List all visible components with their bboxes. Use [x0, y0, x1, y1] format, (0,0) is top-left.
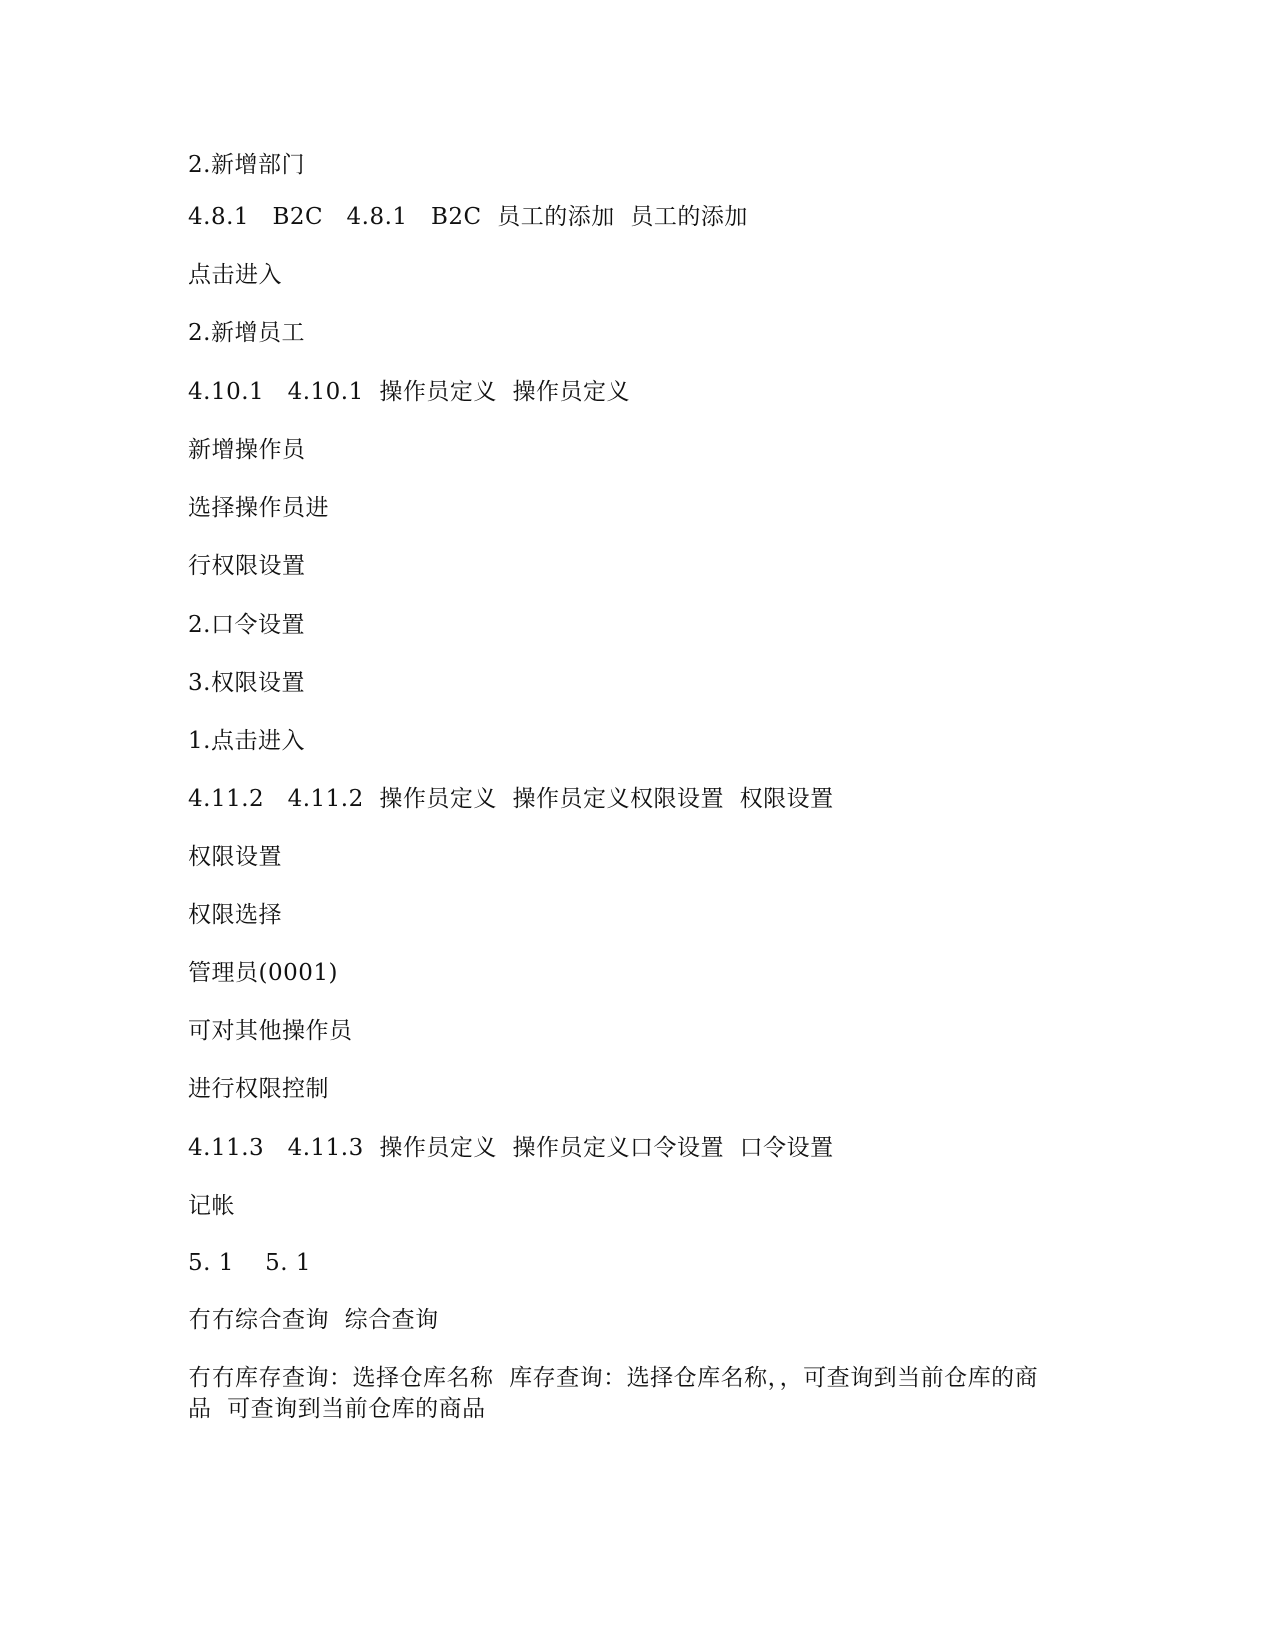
- section-heading: 4.11.3 4.11.3 操作员定义 操作员定义口令设置 口令设置: [188, 1135, 834, 1161]
- text-line: 可对其他操作员: [188, 1018, 353, 1044]
- text-line: 1.点击进入: [188, 728, 305, 754]
- text-line: 3.权限设置: [188, 670, 305, 696]
- text-line: 记帐: [188, 1193, 235, 1219]
- text-line: 2.新增员工: [188, 320, 305, 346]
- section-heading: 4.10.1 4.10.1 操作员定义 操作员定义: [188, 379, 630, 405]
- text-line: 冇冇综合查询 综合查询: [188, 1307, 439, 1333]
- text-line: 行权限设置: [188, 553, 306, 579]
- paragraph: 冇冇库存查询：选择仓库名称 库存查询：选择仓库名称，，可查询到当前仓库的商品 可查询到当前仓库的商品: [188, 1365, 1039, 1422]
- text-line: 管理员(0001): [188, 960, 338, 986]
- text-line: 点击进入: [188, 262, 282, 288]
- text-line: 2.口令设置: [188, 612, 305, 638]
- text-line: 权限设置: [188, 844, 282, 870]
- text-line: 进行权限控制: [188, 1076, 329, 1102]
- text-line: 选择操作员进: [188, 495, 329, 521]
- text-line: 新增操作员: [188, 437, 306, 463]
- section-heading: 4.8.1 B2C 4.8.1 B2C 员工的添加 员工的添加: [188, 204, 748, 230]
- text-line: 2.新增部门: [188, 152, 305, 178]
- text-line: 权限选择: [188, 902, 282, 928]
- section-heading: 5. 1 5. 1: [188, 1250, 312, 1276]
- section-heading: 4.11.2 4.11.2 操作员定义 操作员定义权限设置 权限设置: [188, 786, 834, 812]
